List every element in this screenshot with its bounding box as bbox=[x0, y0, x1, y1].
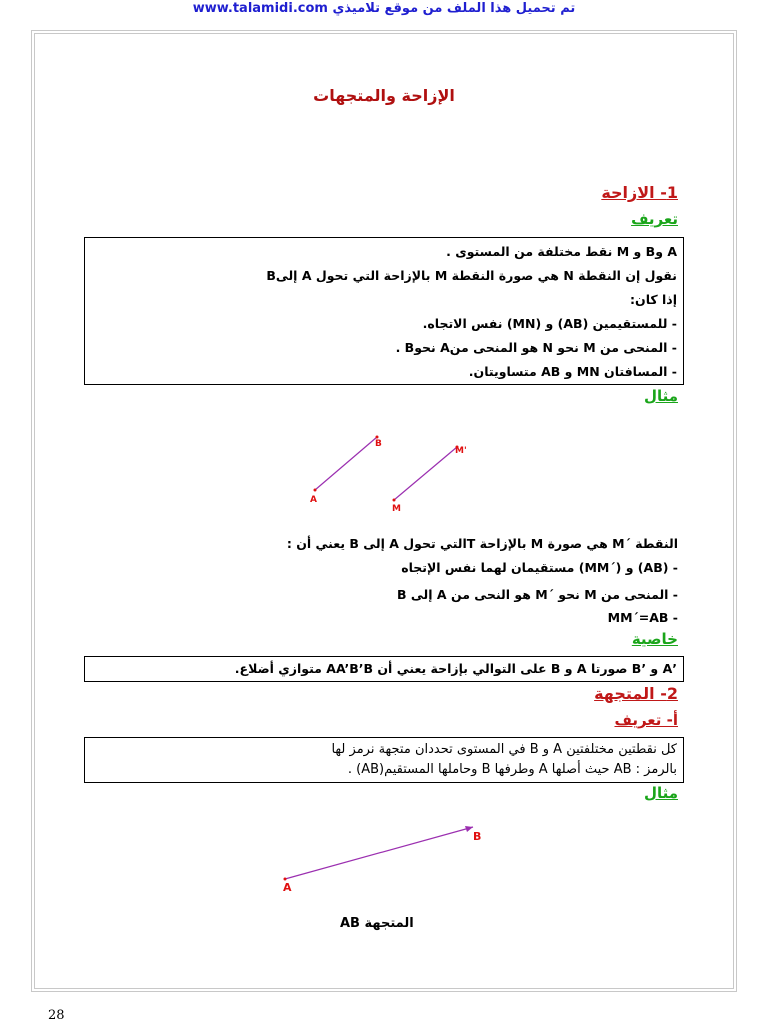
definition-line: A وB و M نقط مختلفة من المستوى . bbox=[446, 244, 677, 259]
example-line: - MM´=AB bbox=[607, 610, 678, 625]
section2-definition-box bbox=[84, 737, 684, 783]
property-text: ’A و ’B صورتا A و B على التوالي بإزاحة يعني أن AA’B’B متوازي أضلاع. bbox=[234, 661, 677, 676]
vector-figure bbox=[275, 815, 495, 895]
label-m: M bbox=[392, 504, 401, 514]
header-site-link[interactable]: www.talamidi.com bbox=[192, 1, 328, 16]
section2-heading: 2- المتجهة bbox=[594, 684, 678, 703]
section1-example-label: مثال bbox=[643, 387, 678, 405]
example-line: النقطة ´M هي صورة M بالإزاحة Tالتي تحول A إلى B يعني أن : bbox=[286, 536, 678, 551]
vector-caption: المتجهة AB bbox=[340, 916, 414, 931]
section1-heading: 1- الازاحة bbox=[601, 183, 678, 202]
point-a bbox=[314, 489, 317, 492]
page-title: الإزاحة والمتجهات bbox=[313, 86, 455, 105]
translation-figure bbox=[300, 425, 500, 525]
label-b: B bbox=[473, 830, 482, 843]
segment-mm-prime bbox=[394, 447, 457, 500]
section1-property-label: خاصية bbox=[631, 630, 678, 648]
section2-definition-label: أ- تعريف bbox=[614, 711, 678, 729]
page-number: 28 bbox=[48, 1008, 65, 1023]
definition-line: كل نقطتين مختلفتين A و B في المستوى تحددان متجهة نرمز لها bbox=[331, 742, 677, 757]
section1-definition-label: تعريف bbox=[631, 210, 678, 228]
section1-definition-box bbox=[84, 237, 684, 385]
section2-example-label: مثال bbox=[643, 784, 678, 802]
label-b: B bbox=[375, 439, 382, 449]
definition-line: نقول إن النقطة N هي صورة النقطة M بالإزاحة التي تحول A إلىB bbox=[266, 268, 677, 283]
example-line: - (AB) و (´MM) مستقيمان لهما نفس الإتجاه bbox=[401, 560, 678, 575]
definition-line: - المنحى من M نحو N هو المنحى منA نحوB . bbox=[395, 340, 677, 355]
definition-line: - للمستقيمين (AB) و (MN) نفس الاتجاه. bbox=[422, 316, 677, 331]
example-line: - المنحى من M نحو ´M هو النحى من A إلى B bbox=[397, 587, 678, 602]
vector-arrowhead bbox=[465, 826, 473, 832]
property-box bbox=[84, 656, 684, 682]
label-a: A bbox=[283, 881, 292, 894]
label-a: A bbox=[310, 495, 317, 505]
segment-ab bbox=[315, 437, 377, 490]
label-m-prime: M' bbox=[455, 446, 467, 456]
definition-line: بالرمز : AB حيث أصلها A وطرفها B وحاملها المستقيم(AB) . bbox=[347, 762, 677, 777]
point-m bbox=[393, 499, 396, 502]
definition-line: إذا كان: bbox=[630, 292, 677, 307]
vector-ab-line bbox=[285, 827, 473, 879]
download-header bbox=[0, 0, 768, 18]
definition-line: - المسافتان MN و AB متساويتان. bbox=[468, 364, 677, 379]
header-text: تم تحميل هذا الملف من موقع تلاميذي bbox=[332, 1, 576, 16]
